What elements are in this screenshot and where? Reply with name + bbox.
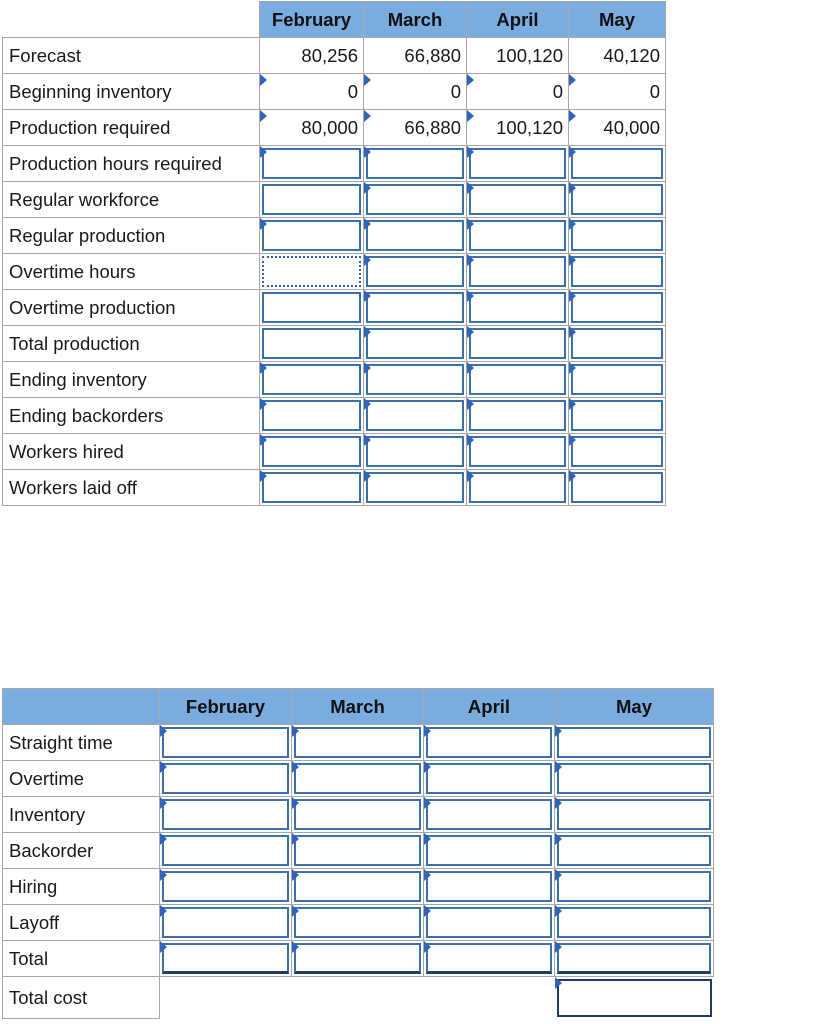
hiring-cost-february-input[interactable] xyxy=(162,871,289,902)
beginning-inventory-april[interactable]: 0 xyxy=(467,74,569,110)
straight-time-february-input[interactable] xyxy=(162,727,289,758)
row-label-regular-production: Regular production xyxy=(3,218,260,254)
plan-row-ending-backorders xyxy=(3,398,666,434)
row-label-workers-hired: Workers hired xyxy=(3,434,260,470)
cell-marker-icon xyxy=(467,290,474,302)
row-label-hiring: Hiring xyxy=(3,869,160,905)
empty-cell xyxy=(160,977,292,1019)
cell-marker-icon xyxy=(424,833,431,845)
overtime-hours-march-input[interactable] xyxy=(366,256,464,287)
cell-marker-icon xyxy=(364,362,371,374)
backorder-cost-march-input[interactable] xyxy=(294,835,421,866)
cost-corner xyxy=(3,689,160,725)
cost-header-february: February xyxy=(160,689,292,725)
ending-backorders-february-input[interactable] xyxy=(262,400,361,431)
production-required-february[interactable]: 80,000 xyxy=(260,110,364,146)
cell-marker-icon xyxy=(160,797,167,809)
cell-marker-icon xyxy=(364,218,371,230)
production-required-may[interactable]: 40,000 xyxy=(569,110,666,146)
cell-marker-icon xyxy=(364,146,371,158)
cell-marker-icon xyxy=(292,761,299,773)
cost-header-row xyxy=(3,689,714,725)
workers-laid-off-february-input[interactable] xyxy=(262,472,361,503)
regular-workforce-may-input[interactable] xyxy=(571,184,663,215)
forecast-march: 66,880 xyxy=(364,38,467,74)
cell-marker-icon xyxy=(467,434,474,446)
ending-backorders-april-input[interactable] xyxy=(469,400,566,431)
overtime-production-march-input[interactable] xyxy=(366,292,464,323)
cell-marker-icon xyxy=(424,761,431,773)
cell-marker-icon xyxy=(569,110,576,122)
workers-hired-may-input[interactable] xyxy=(571,436,663,467)
cell-marker-icon xyxy=(467,146,474,158)
layoff-cost-march-input[interactable] xyxy=(294,907,421,938)
plan-row-workers-hired xyxy=(3,434,666,470)
total-cost-march-input[interactable] xyxy=(294,943,421,974)
production-hours-required-february-input[interactable] xyxy=(262,148,361,179)
workers-hired-march-input[interactable] xyxy=(366,436,464,467)
row-label-total: Total xyxy=(3,941,160,977)
row-label-overtime-hours: Overtime hours xyxy=(3,254,260,290)
cell-marker-icon xyxy=(364,326,371,338)
plan-row-ending-inventory xyxy=(3,362,666,398)
plan-row-production-required xyxy=(3,110,666,146)
row-label-backorder: Backorder xyxy=(3,833,160,869)
cell-marker-icon xyxy=(569,74,576,86)
cell-marker-icon xyxy=(467,470,474,482)
row-label-workers-laid-off: Workers laid off xyxy=(3,470,260,506)
production-hours-required-may-input[interactable] xyxy=(571,148,663,179)
cell-marker-icon xyxy=(555,761,562,773)
cell-marker-icon xyxy=(424,797,431,809)
cell-marker-icon xyxy=(160,833,167,845)
ending-inventory-april-input[interactable] xyxy=(469,364,566,395)
cost-row-total xyxy=(3,941,714,977)
cell-marker-icon xyxy=(467,110,474,122)
cell-marker-icon xyxy=(260,470,267,482)
cell-marker-icon xyxy=(260,146,267,158)
cell-marker-icon xyxy=(569,218,576,230)
cell-marker-icon xyxy=(260,218,267,230)
cell-marker-icon xyxy=(555,869,562,881)
cell-marker-icon xyxy=(569,434,576,446)
total-cost-april-input[interactable] xyxy=(426,943,552,974)
total-production-february-input[interactable] xyxy=(262,328,361,359)
production-required-april[interactable]: 100,120 xyxy=(467,110,569,146)
row-label-ending-inventory: Ending inventory xyxy=(3,362,260,398)
cell-marker-icon xyxy=(569,290,576,302)
cell-marker-icon xyxy=(467,398,474,410)
overtime-cost-february-input[interactable] xyxy=(162,763,289,794)
cell-marker-icon xyxy=(364,254,371,266)
cell-marker-icon xyxy=(555,977,562,989)
cell-marker-icon xyxy=(364,290,371,302)
hiring-cost-march-input[interactable] xyxy=(294,871,421,902)
plan-row-forecast xyxy=(3,38,666,74)
plan-row-production-hours-required xyxy=(3,146,666,182)
cell-marker-icon xyxy=(160,869,167,881)
beginning-inventory-march[interactable]: 0 xyxy=(364,74,467,110)
inventory-cost-march-input[interactable] xyxy=(294,799,421,830)
grand-total-cost-input[interactable] xyxy=(557,979,712,1017)
cell-marker-icon xyxy=(569,182,576,194)
cell-marker-icon xyxy=(292,725,299,737)
cost-row-straight-time xyxy=(3,725,714,761)
ending-inventory-february-input[interactable] xyxy=(262,364,361,395)
cell-marker-icon xyxy=(260,362,267,374)
workers-hired-february-input[interactable] xyxy=(262,436,361,467)
forecast-may: 40,120 xyxy=(569,38,666,74)
plan-row-total-production xyxy=(3,326,666,362)
overtime-hours-april-input[interactable] xyxy=(469,256,566,287)
layoff-cost-april-input[interactable] xyxy=(426,907,552,938)
plan-header-march: March xyxy=(364,2,467,38)
cell-marker-icon xyxy=(260,434,267,446)
cell-marker-icon xyxy=(364,182,371,194)
cell-marker-icon xyxy=(569,470,576,482)
row-label-total-production: Total production xyxy=(3,326,260,362)
cell-marker-icon xyxy=(364,470,371,482)
cell-marker-icon xyxy=(569,146,576,158)
plan-header-february: February xyxy=(260,2,364,38)
row-label-production-hours-required: Production hours required xyxy=(3,146,260,182)
cost-row-inventory xyxy=(3,797,714,833)
cell-marker-icon xyxy=(292,905,299,917)
cell-marker-icon xyxy=(569,398,576,410)
overtime-cost-may-input[interactable] xyxy=(557,763,711,794)
row-label-forecast: Forecast xyxy=(3,38,260,74)
cost-header-may: May xyxy=(555,689,714,725)
total-cost-may-input[interactable] xyxy=(557,943,711,974)
cell-marker-icon xyxy=(160,725,167,737)
cell-marker-icon xyxy=(160,941,167,953)
cell-marker-icon xyxy=(260,74,267,86)
cell-marker-icon xyxy=(160,761,167,773)
workers-laid-off-april-input[interactable] xyxy=(469,472,566,503)
inventory-cost-february-input[interactable] xyxy=(162,799,289,830)
cost-table xyxy=(2,688,714,1019)
overtime-cost-april-input[interactable] xyxy=(426,763,552,794)
empty-cell xyxy=(292,977,424,1019)
overtime-hours-february-input-focused[interactable] xyxy=(262,256,361,287)
regular-workforce-march-input[interactable] xyxy=(366,184,464,215)
plan-header-row xyxy=(3,2,666,38)
cell-marker-icon xyxy=(467,326,474,338)
ending-backorders-march-input[interactable] xyxy=(366,400,464,431)
row-label-total-cost: Total cost xyxy=(3,977,160,1019)
overtime-production-february-input[interactable] xyxy=(262,292,361,323)
plan-row-regular-production xyxy=(3,218,666,254)
cell-marker-icon xyxy=(364,398,371,410)
overtime-hours-may-input[interactable] xyxy=(571,256,663,287)
regular-production-may-input[interactable] xyxy=(571,220,663,251)
overtime-production-april-input[interactable] xyxy=(469,292,566,323)
workers-laid-off-may-input[interactable] xyxy=(571,472,663,503)
plan-row-beginning-inventory xyxy=(3,74,666,110)
regular-production-april-input[interactable] xyxy=(469,220,566,251)
cell-marker-icon xyxy=(424,941,431,953)
cost-row-hiring xyxy=(3,869,714,905)
row-label-overtime-production: Overtime production xyxy=(3,290,260,326)
layoff-cost-february-input[interactable] xyxy=(162,907,289,938)
cell-marker-icon xyxy=(569,326,576,338)
cell-marker-icon xyxy=(555,905,562,917)
total-production-may-input[interactable] xyxy=(571,328,663,359)
cell-marker-icon xyxy=(424,905,431,917)
cell-marker-icon xyxy=(292,941,299,953)
hiring-cost-may-input[interactable] xyxy=(557,871,711,902)
inventory-cost-april-input[interactable] xyxy=(426,799,552,830)
plan-row-overtime-production xyxy=(3,290,666,326)
cell-marker-icon xyxy=(424,869,431,881)
empty-cell xyxy=(424,977,555,1019)
cell-marker-icon xyxy=(467,182,474,194)
row-label-regular-workforce: Regular workforce xyxy=(3,182,260,218)
straight-time-may-input[interactable] xyxy=(557,727,711,758)
forecast-february: 80,256 xyxy=(260,38,364,74)
overtime-cost-march-input[interactable] xyxy=(294,763,421,794)
total-production-april-input[interactable] xyxy=(469,328,566,359)
ending-backorders-may-input[interactable] xyxy=(571,400,663,431)
cell-marker-icon xyxy=(555,941,562,953)
cost-header-april: April xyxy=(424,689,555,725)
production-hours-required-march-input[interactable] xyxy=(366,148,464,179)
row-label-overtime: Overtime xyxy=(3,761,160,797)
cost-row-backorder xyxy=(3,833,714,869)
cell-marker-icon xyxy=(292,797,299,809)
plan-header-may: May xyxy=(569,2,666,38)
cell-marker-icon xyxy=(160,905,167,917)
backorder-cost-may-input[interactable] xyxy=(557,835,711,866)
total-production-march-input[interactable] xyxy=(366,328,464,359)
row-label-straight-time: Straight time xyxy=(3,725,160,761)
straight-time-april-input[interactable] xyxy=(426,727,552,758)
plan-header-april: April xyxy=(467,2,569,38)
regular-production-february-input[interactable] xyxy=(262,220,361,251)
ending-inventory-may-input[interactable] xyxy=(571,364,663,395)
row-label-beginning-inventory: Beginning inventory xyxy=(3,74,260,110)
workers-hired-april-input[interactable] xyxy=(469,436,566,467)
regular-workforce-april-input[interactable] xyxy=(469,184,566,215)
overtime-production-may-input[interactable] xyxy=(571,292,663,323)
row-label-production-required: Production required xyxy=(3,110,260,146)
backorder-cost-february-input[interactable] xyxy=(162,835,289,866)
cell-marker-icon xyxy=(364,110,371,122)
row-label-ending-backorders: Ending backorders xyxy=(3,398,260,434)
inventory-cost-may-input[interactable] xyxy=(557,799,711,830)
cell-marker-icon xyxy=(555,833,562,845)
plan-row-overtime-hours xyxy=(3,254,666,290)
cost-row-total-cost xyxy=(3,977,714,1019)
cell-marker-icon xyxy=(260,398,267,410)
plan-corner xyxy=(3,2,260,38)
beginning-inventory-february[interactable]: 0 xyxy=(260,74,364,110)
layoff-cost-may-input[interactable] xyxy=(557,907,711,938)
cell-marker-icon xyxy=(467,254,474,266)
cell-marker-icon xyxy=(555,797,562,809)
cost-row-overtime xyxy=(3,761,714,797)
plan-row-workers-laid-off xyxy=(3,470,666,506)
cell-marker-icon xyxy=(555,725,562,737)
cost-header-march: March xyxy=(292,689,424,725)
backorder-cost-april-input[interactable] xyxy=(426,835,552,866)
cell-marker-icon xyxy=(467,74,474,86)
cell-marker-icon xyxy=(467,362,474,374)
cell-marker-icon xyxy=(569,254,576,266)
cost-row-layoff xyxy=(3,905,714,941)
total-cost-february-input[interactable] xyxy=(162,943,289,974)
ending-inventory-march-input[interactable] xyxy=(366,364,464,395)
cell-marker-icon xyxy=(292,869,299,881)
hiring-cost-april-input[interactable] xyxy=(426,871,552,902)
production-required-march[interactable]: 66,880 xyxy=(364,110,467,146)
cell-marker-icon xyxy=(569,362,576,374)
row-label-layoff: Layoff xyxy=(3,905,160,941)
forecast-april: 100,120 xyxy=(467,38,569,74)
aggregate-plan-table xyxy=(2,1,666,506)
cell-marker-icon xyxy=(467,218,474,230)
regular-workforce-february-input[interactable] xyxy=(262,184,361,215)
workers-laid-off-march-input[interactable] xyxy=(366,472,464,503)
cell-marker-icon xyxy=(424,725,431,737)
plan-row-regular-workforce xyxy=(3,182,666,218)
cell-marker-icon xyxy=(292,833,299,845)
row-label-inventory: Inventory xyxy=(3,797,160,833)
cell-marker-icon xyxy=(364,434,371,446)
straight-time-march-input[interactable] xyxy=(294,727,421,758)
cell-marker-icon xyxy=(260,110,267,122)
production-hours-required-april-input[interactable] xyxy=(469,148,566,179)
beginning-inventory-may[interactable]: 0 xyxy=(569,74,666,110)
cell-marker-icon xyxy=(364,74,371,86)
regular-production-march-input[interactable] xyxy=(366,220,464,251)
